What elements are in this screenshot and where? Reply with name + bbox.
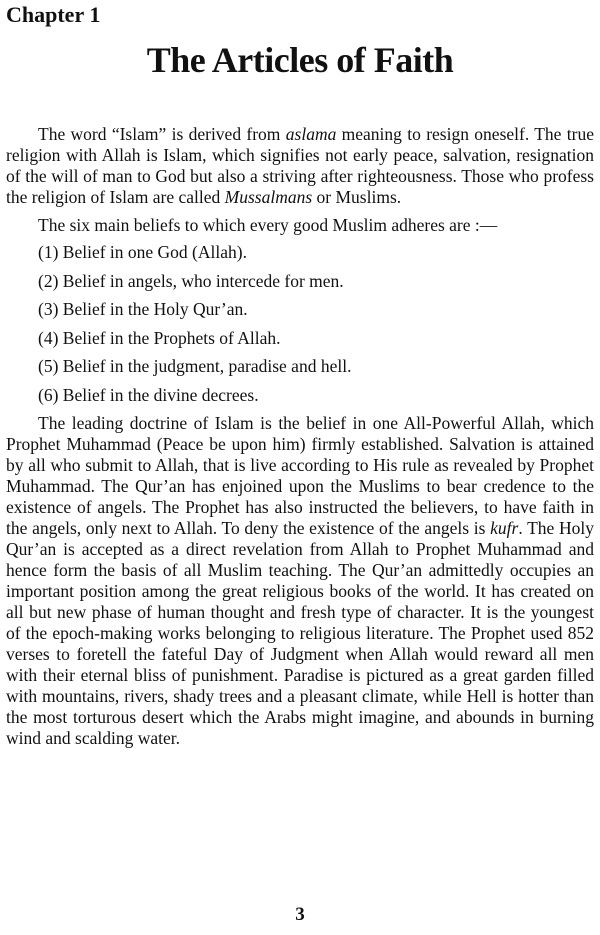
- list-item: (6) Belief in the divine decrees.: [38, 384, 259, 405]
- beliefs-list: [6, 242, 594, 406]
- paragraph-leading-doctrine: [6, 413, 594, 749]
- page-number: 3: [295, 904, 305, 925]
- paragraph-six-beliefs-intro: The six main beliefs to which every good Muslim adheres are :—: [38, 215, 498, 235]
- italic-term-kufr: kufr: [490, 518, 519, 538]
- list-item: (2) Belief in angels, who intercede for men.: [38, 270, 344, 291]
- list-item: (3) Belief in the Holy Qur’an.: [38, 299, 248, 319]
- chapter-label: Chapter 1: [6, 2, 101, 27]
- paragraph-text: meaning to resign oneself. The true religion with Allah is Islam, which signifies not early peace, salvation, resignation of the will of man to God but also a striving after righteousness. Those who profess the religion of Islam are called: [6, 124, 594, 207]
- paragraph-text: . The Holy Qur’an is accepted as a direct revelation from Allah to Prophet Muhammad and hence form the basis of all Muslim teaching. The Qur’an admittedly occupies an important position among the great religious books of the world. It has created on all but new phase of human thought and fresh type of character. It is the youngest of the epoch-making works belonging to religious literature. The Prophet used 852 verses to foretell the fateful Day of Judgment when Allah would reward all men with their eternal bliss of punishment. Paradise is pictured as a great garden filled with mountains, rivers, shady trees and a pleasant climate, while Hell is hotter than the most torturous desert which the Arabs might imagine, and abounds in burning wind and scalding water.: [6, 518, 594, 748]
- paragraph-text: or Muslims.: [312, 187, 402, 207]
- list-item: (1) Belief in one God (Allah).: [38, 242, 247, 262]
- italic-term-mussalmans: Mussalmans: [224, 187, 313, 207]
- body-text: [6, 124, 594, 749]
- italic-term-aslama: aslama: [285, 124, 337, 144]
- paragraph-text: The leading doctrine of Islam is the belief in one All-Powerful Allah, which Prophet Muhammad (Peace be upon him) firmly established. Salvation is attained by all who submit to Allah, that is live according to His rule as revealed by Prophet Muhammad. The Qur’an has enjoined upon the Muslims to bear credence to the existence of angels. The Prophet has also instructed the believers, to have faith in the angels, only next to Allah. To deny the existence of the angels is: [6, 413, 594, 538]
- paragraph-text: The word “Islam” is derived from: [38, 124, 286, 144]
- list-item: (5) Belief in the judgment, paradise and hell.: [38, 356, 352, 376]
- chapter-title: The Articles of Faith: [146, 40, 454, 80]
- list-item: (4) Belief in the Prophets of Allah.: [38, 327, 281, 348]
- paragraph-spacer: [6, 208, 594, 215]
- paragraph-islam-definition: [6, 124, 594, 208]
